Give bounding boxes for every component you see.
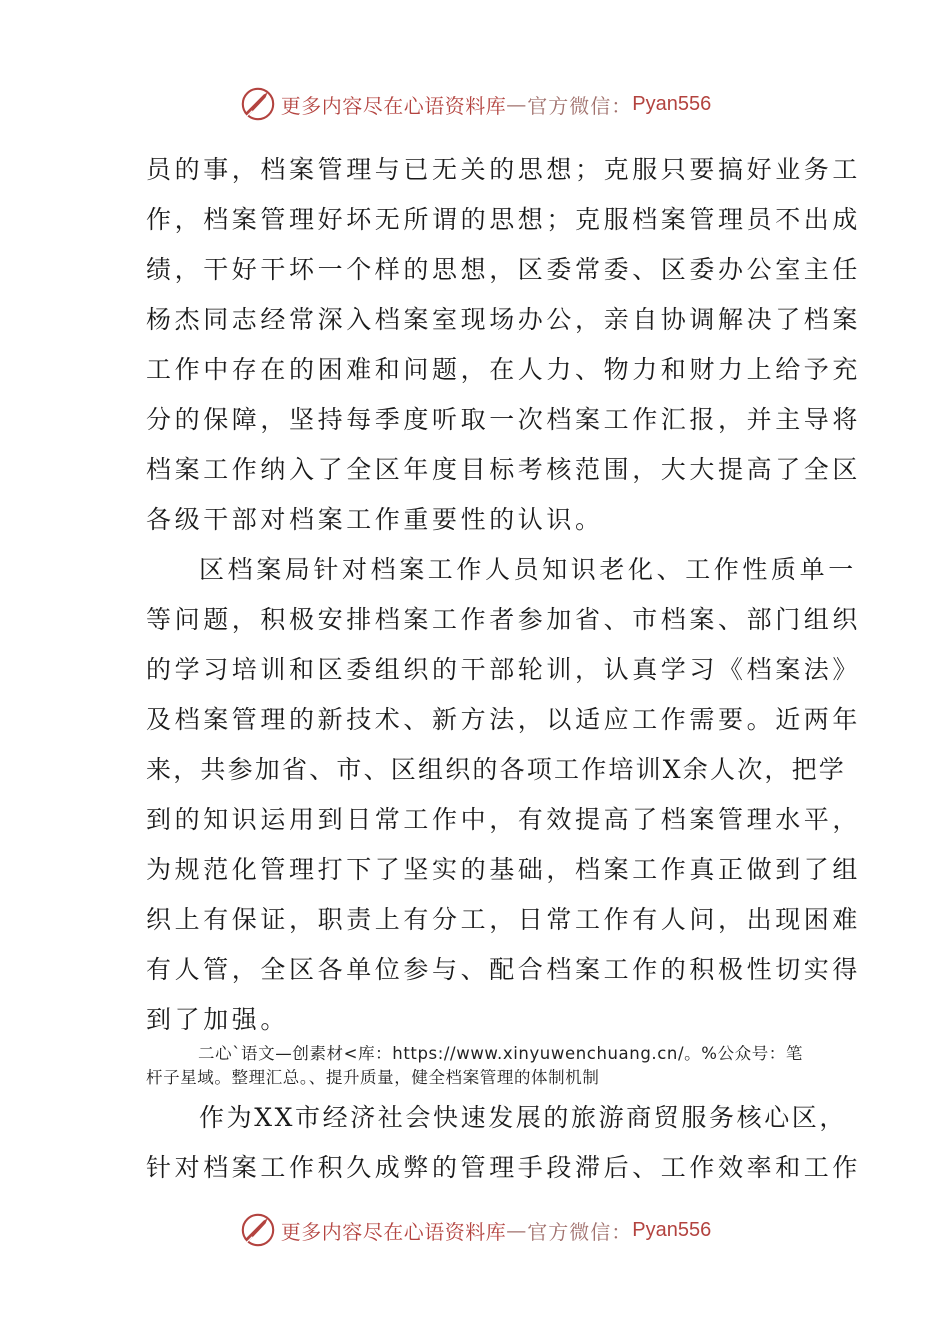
header-banner [0,84,950,124]
banner-wechat-id: Pyan556 [632,92,712,115]
note-line: 二心`语文—创素材<库：https://www.xinyuwenchuang.cn/。%公众号：笔 [198,1044,804,1063]
text-line: 来，共参加省、市、区组织的各项工作培训X余人次，把学 [146,755,847,784]
banner-main-text: 更多内容尽在心语资料库 [280,93,507,118]
text-line: 杨杰同志经常深入档案室现场办公，亲自协调解决了档案 [146,305,862,334]
pen-logo-icon [239,85,277,123]
text-line: 到了加强。 [146,1005,290,1034]
text-line: 绩，干好干坏一个样的思想，区委常委、区委办公室主任 [146,255,862,284]
text-line: 作为XX市经济社会快速发展的旅游商贸服务核心区， [199,1103,847,1132]
text-line: 分的保障，坚持每季度听取一次档案工作汇报，并主导将 [146,405,862,434]
text-line: 员的事，档案管理与已无关的思想；克服只要搞好业务工 [146,155,862,184]
text-line: 到的知识运用到日常工作中，有效提高了档案管理水平， [146,805,862,834]
text-line: 区档案局针对档案工作人员知识老化、工作性质单一 [199,555,857,584]
text-line: 等问题，积极安排档案工作者参加省、市档案、部门组织 [146,605,862,634]
text-line: 的学习培训和区委组织的干部轮训，认真学习《档案法》 [146,655,862,684]
banner-wechat-id: Pyan556 [632,1218,712,1241]
text-line: 针对档案工作积久成弊的管理手段滞后、工作效率和工作 [146,1153,862,1182]
banner-sub-text: 官方微信： [527,93,633,118]
text-line: 工作中存在的困难和问题，在人力、物力和财力上给予充 [146,355,862,384]
banner-sub-text: 官方微信： [527,1219,633,1244]
banner-dash: — [506,92,528,116]
text-line: 为规范化管理打下了坚实的基础，档案工作真正做到了组 [146,855,862,884]
text-line: 档案工作纳入了全区年度目标考核范围，大大提高了全区 [146,455,862,484]
banner-main-text: 更多内容尽在心语资料库 [280,1219,507,1244]
text-line: 有人管，全区各单位参与、配合档案工作的积极性切实得 [146,955,862,984]
pen-logo-icon [239,1211,277,1249]
text-line: 各级干部对档案工作重要性的认识。 [146,505,604,534]
banner-dash: — [506,1218,528,1242]
text-line: 织上有保证，职责上有分工，日常工作有人问，出现困难 [146,905,862,934]
text-line: 作，档案管理好坏无所谓的思想；克服档案管理员不出成 [146,205,862,234]
footer-banner [0,1210,950,1250]
note-line: 杆子星域。整理汇总。、提升质量，健全档案管理的体制机制 [146,1068,600,1087]
text-line: 及档案管理的新技术、新方法，以适应工作需要。近两年 [146,705,862,734]
